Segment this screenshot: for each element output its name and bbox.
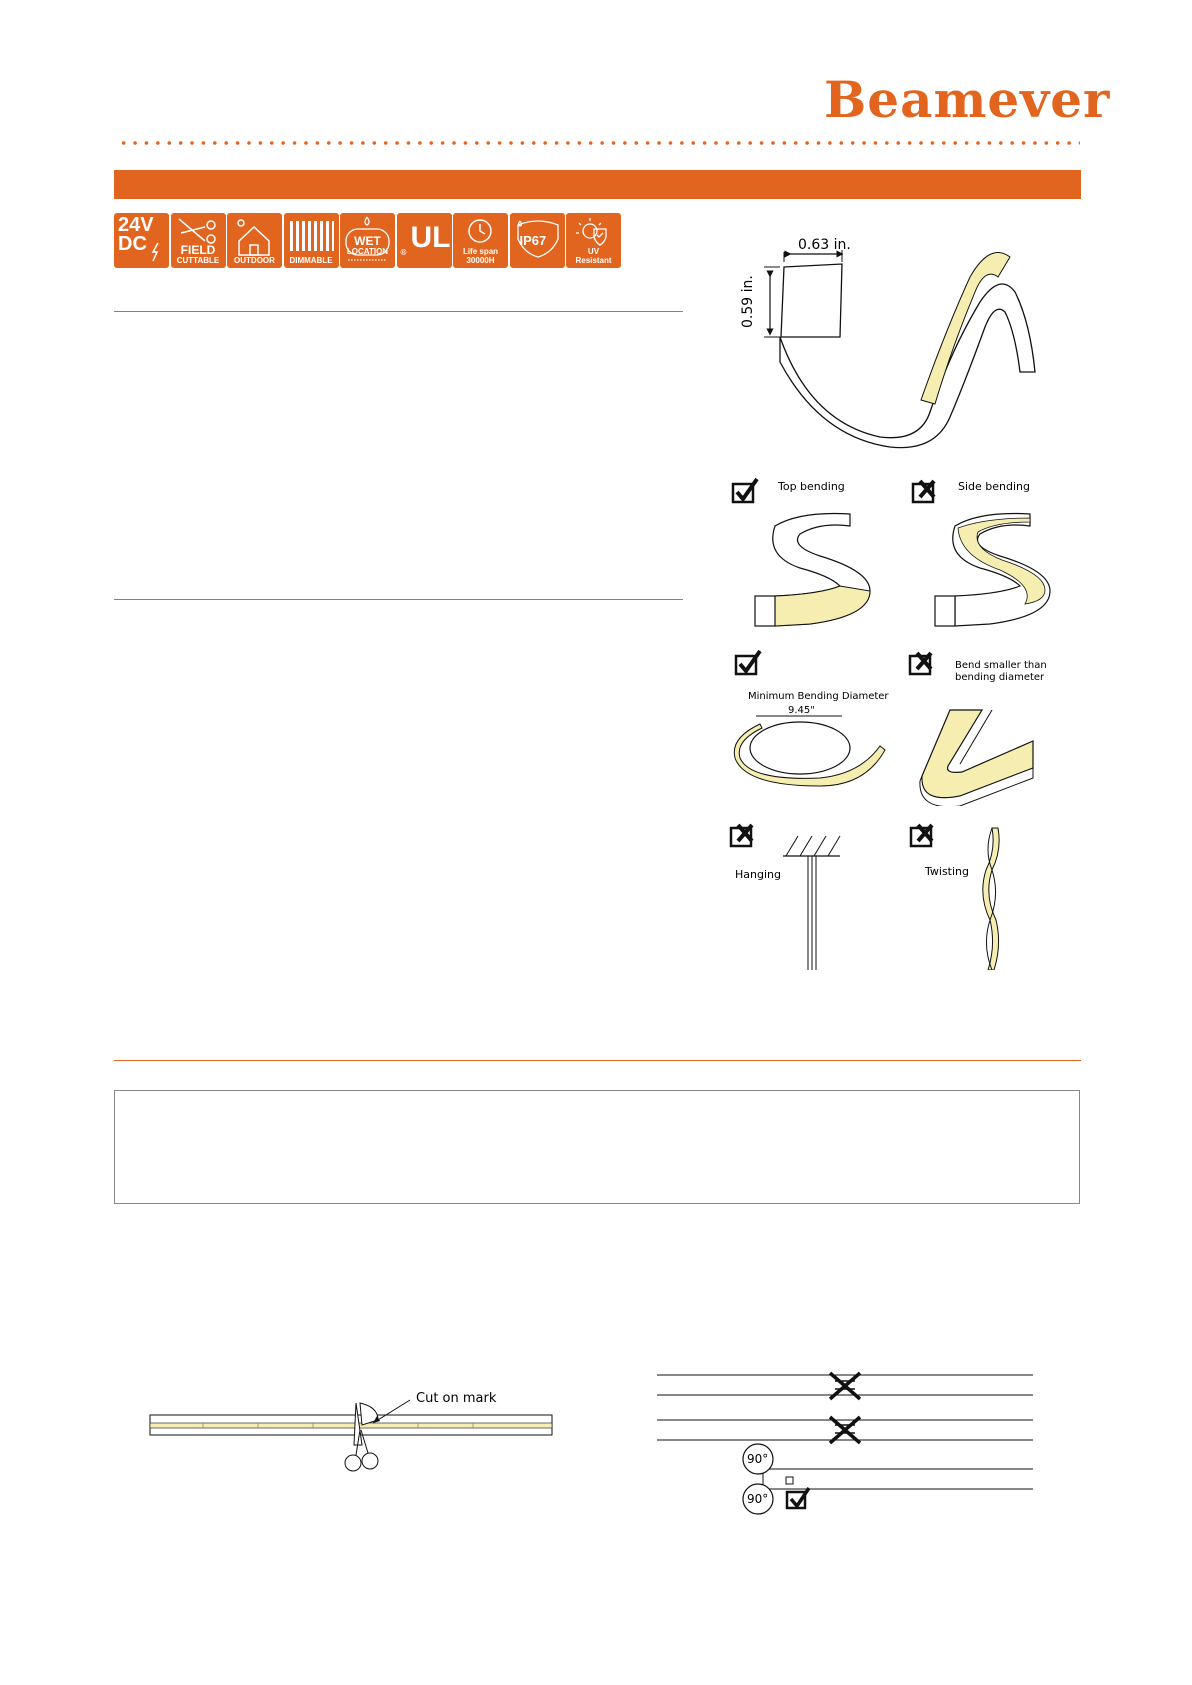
bending-diagram-row-2 xyxy=(730,646,1110,806)
bending-diagram-row-1 xyxy=(730,476,1110,636)
angle-label-1: 90° xyxy=(747,1452,769,1466)
lightning-icon xyxy=(114,213,169,268)
brand-logo: Beamever xyxy=(824,70,1111,129)
badge-ul: UL ® xyxy=(397,213,452,268)
min-bending-diameter-label: Minimum Bending Diameter xyxy=(748,691,889,702)
ul-mark-icon: UL xyxy=(410,221,451,254)
check-icon xyxy=(787,1488,809,1508)
angle-label-2: 90° xyxy=(747,1492,769,1506)
width-dimension-label: 0.63 in. xyxy=(798,237,851,253)
badge-wet-location: WET LOCATION xyxy=(340,213,395,268)
section-rule-2 xyxy=(114,599,683,600)
connection-diagram xyxy=(655,1365,1035,1525)
cross-icon xyxy=(911,825,932,846)
cross-icon xyxy=(910,653,931,674)
notes-box xyxy=(114,1090,1080,1204)
scissors-icon xyxy=(345,1403,378,1471)
top-bending-label: Top bending xyxy=(778,480,845,493)
badge-life-span: Life span 30000H xyxy=(453,213,508,268)
bending-diagram-row-3 xyxy=(728,820,1108,970)
hanging-label: Hanging xyxy=(735,868,781,881)
bend-too-small-label-1: Bend smaller than xyxy=(955,660,1047,671)
cross-icon xyxy=(830,1417,860,1443)
twisting-label: Twisting xyxy=(925,865,970,878)
badge-uv-resistant: UV Resistant xyxy=(566,213,621,268)
min-bending-diameter-value: 9.45" xyxy=(788,705,815,716)
section-rule-3 xyxy=(114,1060,1081,1061)
header-band xyxy=(114,170,1081,199)
section-rule-1 xyxy=(114,311,683,312)
feature-badges xyxy=(114,213,621,268)
badge-24v-dc xyxy=(114,213,169,268)
badge-ip67: IP67 xyxy=(510,213,565,268)
check-icon xyxy=(733,479,757,502)
bend-too-small-label-2: bending diameter xyxy=(955,672,1045,683)
cross-icon xyxy=(731,825,752,846)
check-icon xyxy=(736,651,760,674)
side-bending-label: Side bending xyxy=(958,480,1030,493)
dimension-diagram xyxy=(740,232,1080,462)
cutting-diagram xyxy=(148,1385,558,1485)
cut-on-mark-label: Cut on mark xyxy=(416,1391,497,1406)
height-dimension-label: 0.59 in. xyxy=(740,275,756,328)
badge-field-cuttable: FIELD CUTTABLE xyxy=(171,213,226,268)
badge-dimmable: DIMMABLE xyxy=(284,213,339,268)
badge-outdoor: OUTDOOR xyxy=(227,213,282,268)
dotted-divider xyxy=(118,140,1080,146)
badge-voltage-text: 24V DC xyxy=(118,214,154,255)
cross-icon xyxy=(913,481,934,502)
